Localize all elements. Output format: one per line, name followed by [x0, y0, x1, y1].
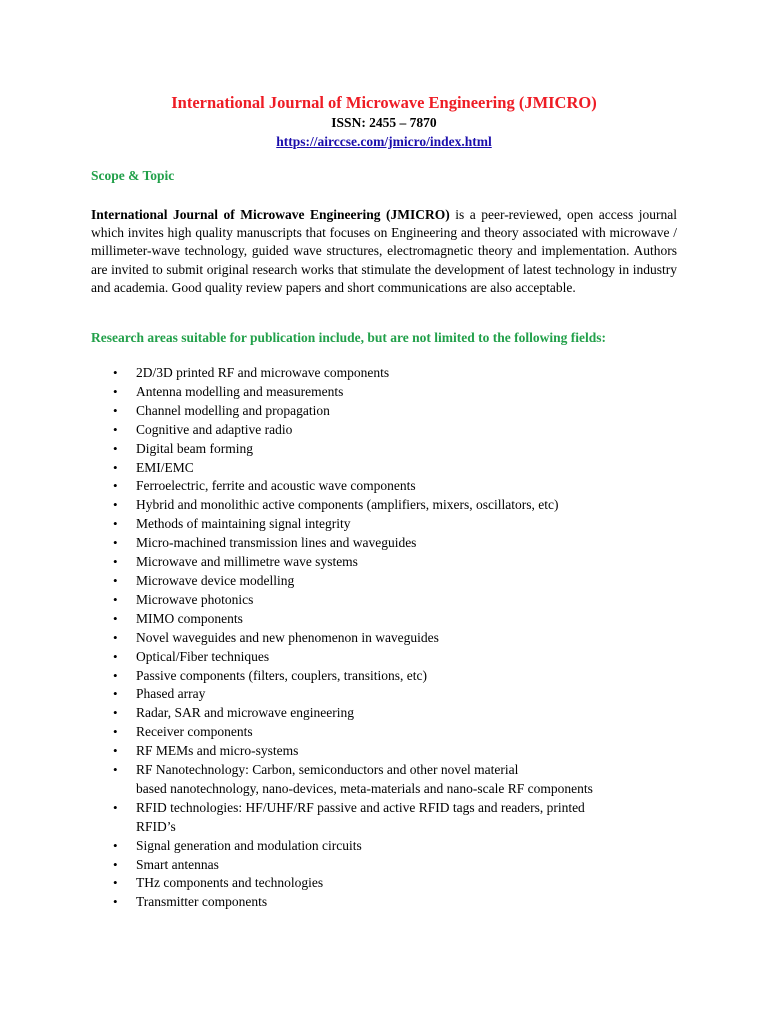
list-item: • Ferroelectric, ferrite and acoustic wave components: [91, 477, 681, 496]
list-item: • Receiver components: [91, 723, 681, 742]
list-item-rfid: [91, 799, 681, 837]
scope-paragraph: [91, 206, 677, 297]
scope-heading: Scope & Topic: [91, 168, 175, 183]
scope-body: is a peer-reviewed, open access journal which invites high quality manuscripts that focuses on Engineering and theory associated with microwave / millimeter-wave technology, guided wave structures, electromagnetic theory and implementation. Authors are invited to submit original research works that stimulate the development of latest technology in industry and academia. Good quality review papers and short communications are also acceptable.: [91, 207, 677, 295]
list-item-nanotechnology: [91, 761, 681, 799]
list-item: • Smart antennas: [91, 856, 681, 875]
list-item: • Phased array: [91, 685, 681, 704]
list-item: • Passive components (filters, couplers, transitions, etc): [91, 667, 681, 686]
nanotech-line-1: • RF Nanotechnology: Carbon, semiconductors and other novel material: [136, 762, 519, 778]
list-item: • EMI/EMC: [91, 459, 681, 478]
rfid-line-1: • RFID technologies: HF/UHF/RF passive and active RFID tags and readers, printed: [136, 799, 585, 815]
list-item: • Novel waveguides and new phenomenon in waveguides: [91, 629, 681, 648]
list-item: • 2D/3D printed RF and microwave components: [91, 364, 681, 383]
list-item: • RF MEMs and micro-systems: [91, 742, 681, 761]
list-item: • Signal generation and modulation circuits: [91, 837, 681, 856]
list-item: • MIMO components: [91, 610, 681, 629]
list-item: • Hybrid and monolithic active components (amplifiers, mixers, oscillators, etc): [91, 496, 681, 515]
research-areas-heading: Research areas suitable for publication include, but are not limited to the following fields:: [91, 330, 607, 345]
list-item: • Channel modelling and propagation: [91, 402, 681, 421]
list-item: • Cognitive and adaptive radio: [91, 421, 681, 440]
list-item: • Radar, SAR and microwave engineering: [91, 704, 681, 723]
research-topics-list: [91, 364, 681, 912]
list-item: • Optical/Fiber techniques: [91, 648, 681, 667]
list-item: • Antenna modelling and measurements: [91, 383, 681, 402]
list-item: • Methods of maintaining signal integrity: [91, 515, 681, 534]
list-item: • Micro-machined transmission lines and waveguides: [91, 534, 681, 553]
list-item: • Microwave photonics: [91, 591, 681, 610]
list-item: • Digital beam forming: [91, 440, 681, 459]
journal-url-line: [0, 133, 768, 151]
rfid-line-2: RFID’s: [136, 818, 176, 834]
list-item: • Microwave and millimetre wave systems: [91, 553, 681, 572]
journal-url-link[interactable]: https://airccse.com/jmicro/index.html: [276, 134, 492, 149]
list-item: • Transmitter components: [91, 893, 681, 912]
nanotech-line-2: based nanotechnology, nano-devices, meta-materials and nano-scale RF components: [136, 780, 593, 796]
list-item: • Microwave device modelling: [91, 572, 681, 591]
issn-line: ISSN: 2455 – 7870: [331, 115, 437, 130]
journal-name-inline: International Journal of Microwave Engineering (JMICRO): [91, 207, 450, 222]
journal-title: International Journal of Microwave Engineering (JMICRO): [171, 93, 597, 112]
list-item: • THz components and technologies: [91, 874, 681, 893]
